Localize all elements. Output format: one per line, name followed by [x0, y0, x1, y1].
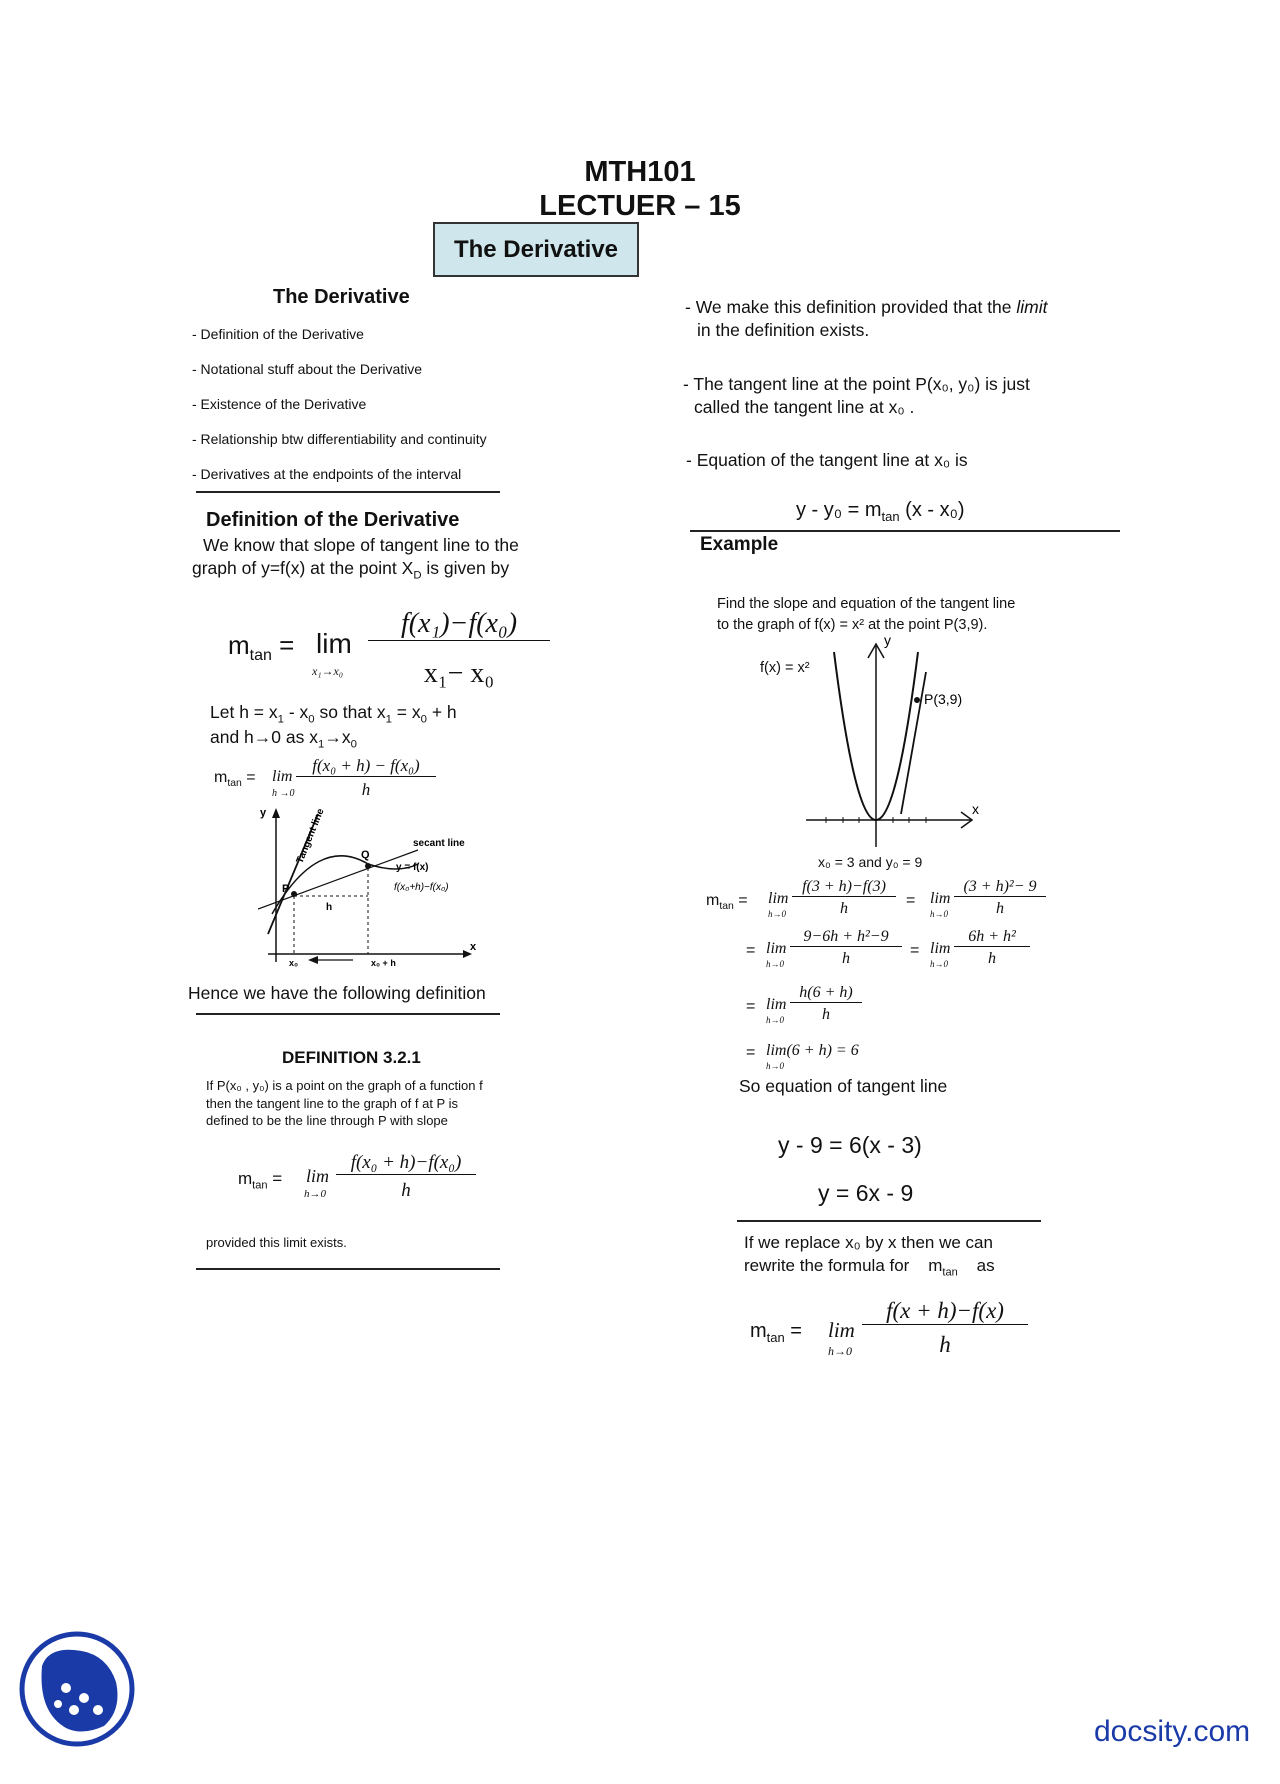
definition-line: If P(x₀ , y₀) is a point on the graph of a function f — [206, 1078, 483, 1093]
outline-title: The Derivative — [273, 286, 410, 308]
axis-label-x: x — [470, 941, 477, 953]
divider — [196, 491, 500, 493]
outline-item: - Relationship btw differentiability and continuity — [192, 431, 487, 447]
axis-label-y: y — [260, 807, 267, 819]
definition-line: then the tangent line to the graph of f at P is — [206, 1096, 458, 1111]
x0-label: x₀ — [289, 958, 299, 968]
example-text: Find the slope and equation of the tangent line — [717, 596, 1016, 612]
tangent-eq-2: y = 6x - 9 — [818, 1180, 914, 1206]
paragraph: - The tangent line at the point P(x₀, y₀) is just — [683, 374, 1030, 394]
divider — [196, 1013, 500, 1015]
paragraph: in the definition exists. — [697, 320, 870, 340]
formula-general: $m_{tan}$ = lim h→0 f(x + h)−f(x) h — [750, 1298, 1040, 1364]
paragraph: - Equation of the tangent line at x₀ is — [686, 450, 968, 470]
secant-label: secant line — [413, 838, 465, 849]
graph-curve-label: f(x) = x² — [760, 660, 810, 676]
paragraph: If we replace x₀ by x then we can — [744, 1233, 993, 1252]
secant-tangent-figure — [258, 804, 498, 970]
graph-axis-x: x — [972, 801, 979, 817]
point-q-label: Q — [361, 849, 370, 861]
h-label: h — [326, 902, 333, 913]
work-step-3: = lim h→0 h(6 + h) h — [746, 984, 886, 1034]
boxed-title: The Derivative — [433, 222, 639, 277]
tangent-label: Tangent line — [294, 807, 327, 866]
docsity-logo-icon — [18, 1630, 136, 1748]
work-step-1: $m_{tan}$ = lim h→0 f(3 + h)−f(3) h = lim h→0 (3 + h)²− 9 h — [706, 878, 1046, 928]
formula-mtan-h: $m_{tan}$ = lim h →0 f(x₀ + h) − f(x₀) h — [214, 756, 454, 806]
divider — [737, 1220, 1041, 1222]
tangent-equation: $y - y_0 = m_{tan}$ (x - x₀) — [796, 499, 965, 524]
outline-item: - Definition of the Derivative — [192, 326, 364, 342]
provided-note: provided this limit exists. — [206, 1235, 347, 1250]
graph-axis-y: y — [884, 632, 891, 648]
example-heading: Example — [700, 534, 779, 555]
outline-item: - Derivatives at the endpoints of the interval — [192, 466, 462, 482]
paragraph: called the tangent line at x₀ . — [694, 397, 915, 417]
tangent-eq-1: y - 9 = 6(x - 3) — [778, 1132, 922, 1158]
formula-definition: $m_{tan}$ = lim h→0 f(x₀ + h)−f(x₀) h — [238, 1152, 498, 1208]
formula-mtan-limit: $m_{tan}$ = lim x₁→x₀ f(x₁)−f(x₀) x₁− x₀ — [228, 608, 558, 688]
course-code: MTH101 — [584, 156, 696, 188]
outline-item: - Notational stuff about the Derivative — [192, 361, 423, 377]
work-step-4: = lim(6 + h) = 6 h→0 — [746, 1042, 859, 1071]
work-step-2: = lim h→0 9−6h + h²−9 h = lim h→0 6h + h² h — [746, 928, 1046, 978]
paragraph: graph of y=f(x) at the point $X_D$ is given by — [192, 558, 510, 582]
given-values: x₀ = 3 and y₀ = 9 — [818, 854, 923, 870]
lecture-number: LECTUER – 15 — [539, 190, 741, 222]
x0h-label: x₀ + h — [371, 958, 396, 968]
diff-label: f(x₀+h)−f(x₀) — [394, 882, 449, 893]
definition-line: defined to be the line through P with slope — [206, 1113, 448, 1128]
graph-point-label: P(3,9) — [924, 691, 963, 707]
outline-item: - Existence of the Derivative — [192, 396, 367, 412]
curve-label: y = f(x) — [396, 862, 429, 873]
let-line: and h→0 as $x_1\to x_0$ — [210, 727, 357, 751]
definition-title: DEFINITION 3.2.1 — [282, 1048, 421, 1067]
paragraph: - We make this definition provided that the limit — [685, 297, 1048, 317]
divider — [690, 530, 1120, 532]
divider — [196, 1268, 500, 1270]
paragraph: We know that slope of tangent line to the — [203, 535, 519, 555]
brand-name[interactable]: docsity.com — [1094, 1715, 1251, 1748]
section-heading: Definition of the Derivative — [206, 509, 460, 531]
example-text: to the graph of f(x) = x² at the point P(3,9). — [717, 617, 988, 633]
paragraph: So equation of tangent line — [739, 1076, 948, 1096]
let-line: Let $h = x_1 - x_0$ so that $x_1 = x_0 + h$ — [210, 702, 457, 726]
paragraph: rewrite the formula for $m_{tan}$ as — [744, 1256, 995, 1279]
paragraph: Hence we have the following definition — [188, 983, 486, 1003]
point-p-label: P — [282, 883, 290, 895]
